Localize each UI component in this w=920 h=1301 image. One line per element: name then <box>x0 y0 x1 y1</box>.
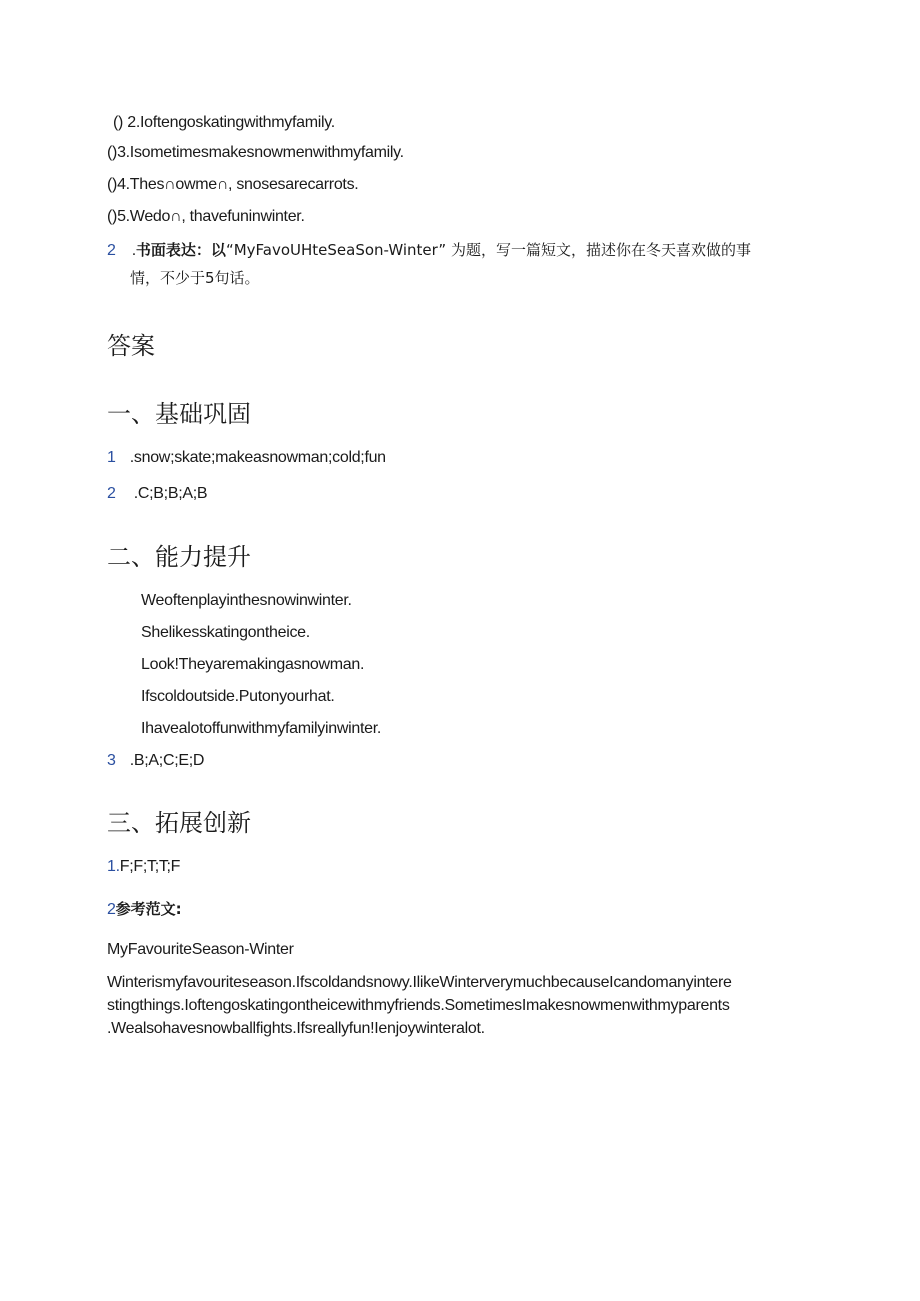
item-number: 2 <box>107 242 116 259</box>
sample-label: 参考范文: <box>115 900 182 918</box>
writing-task: 2 .书面表达：以“MyFavoUHteSeaSon-Winter” 为题，写一篇短文，描述你在冬天喜欢做的事 <box>107 241 751 259</box>
item-number: 1 <box>107 449 116 466</box>
essay-line: stingthings.Ioftengoskatingontheicewithmyfriends.SometimesImakesnowmenwithmyparents <box>107 997 730 1014</box>
answer-bracket: () <box>113 114 124 131</box>
sentence: Shelikesskatingontheice. <box>141 624 310 641</box>
essay-line: .Wealsohavesnowballfights.Ifsreallyfun!Ienjoywinteralot. <box>107 1020 485 1037</box>
essay-line: Winterismyfavouriteseason.Ifscoldandsnowy.IlikeWinterverymuchbecauseIcandomanyintere <box>107 974 732 991</box>
item-number: 2 <box>107 485 116 502</box>
answer-item: 3 .B;A;C;E;D <box>107 752 205 769</box>
exercise-item: ()4.Thes∩owme∩, snosesarecarrots. <box>107 176 359 193</box>
answer-item: 1 .snow;skate;makeasnowman;cold;fun <box>107 449 386 466</box>
section-title: 二、能力提升 <box>107 543 251 571</box>
item-number: 1. <box>107 858 120 875</box>
sentence: Weoftenplayinthesnowinwinter. <box>141 592 352 609</box>
essay-title: MyFavouriteSeason-Winter <box>107 941 294 958</box>
answer-item: 1.F;F;T;T;F <box>107 858 181 875</box>
answer-bracket: () <box>107 208 118 225</box>
item-number: 3 <box>107 752 116 769</box>
answers-title: 答案 <box>107 332 155 360</box>
answer-item <box>107 899 182 920</box>
exercise-item: ()5.Wedo∩, thavefuninwinter. <box>107 208 305 225</box>
task-label: 书面表达：以 <box>135 241 226 259</box>
answer-bracket: () <box>107 144 118 161</box>
answer-bracket: () <box>107 176 118 193</box>
section-title: 三、拓展创新 <box>107 809 251 837</box>
sentence: Look!Theyaremakingasnowman. <box>141 656 365 673</box>
exercise-item: () 2.Ioftengoskatingwithmyfamily. <box>113 114 335 131</box>
item-number: 2 <box>107 901 116 918</box>
section-title: 一、基础巩固 <box>107 400 251 428</box>
answer-item: 2 .C;B;B;A;B <box>107 485 208 502</box>
sentence: Ifscoldoutside.Putonyourhat. <box>141 688 335 705</box>
writing-task-continued: 情，不少于5句话。 <box>130 269 260 287</box>
exercise-item: ()3.Isometimesmakesnowmenwithmyfamily. <box>107 144 404 161</box>
sentence: Ihavealotoffunwithmyfamilyinwinter. <box>141 720 381 737</box>
